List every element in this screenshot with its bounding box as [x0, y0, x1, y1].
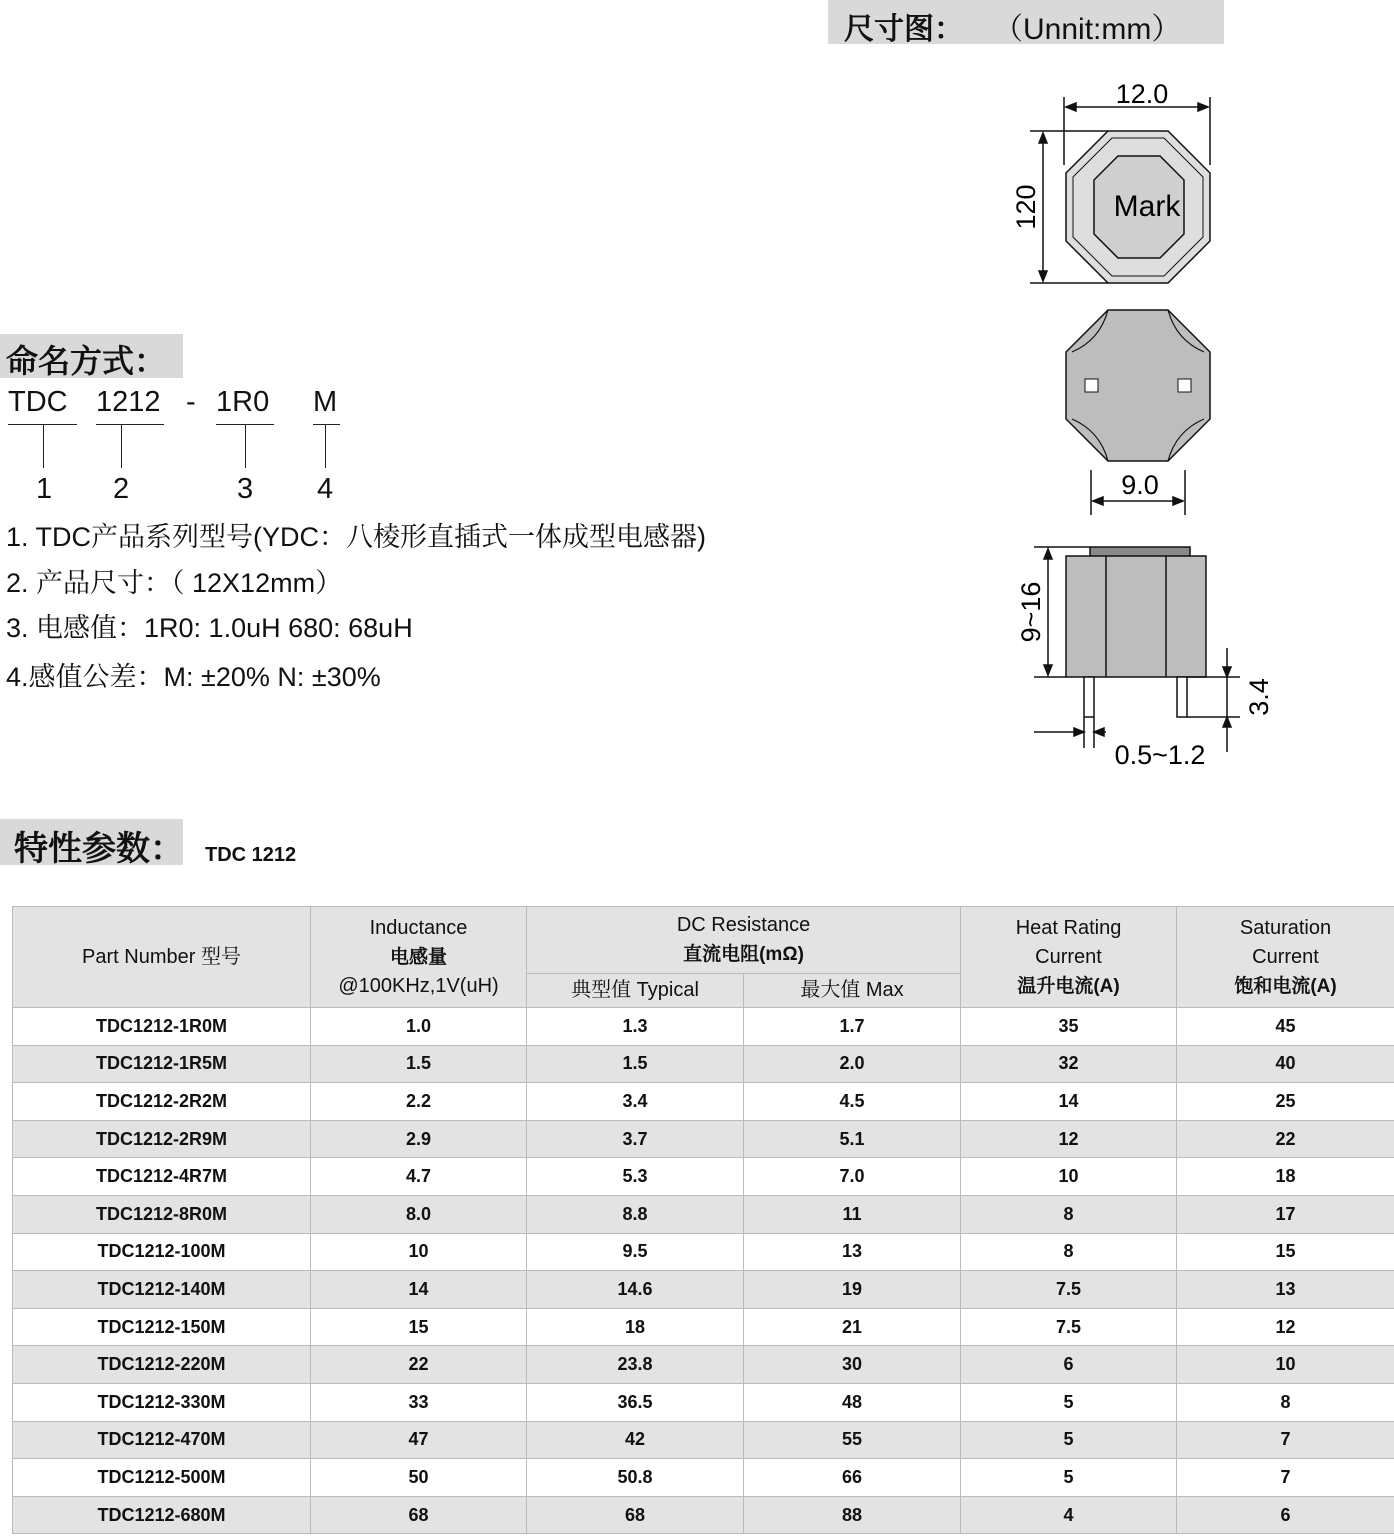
- dcr-typical-cell: 68: [527, 1496, 744, 1534]
- explanation-4: 4.感值公差：M: ±20% N: ±30%: [6, 662, 381, 692]
- dimension-header: [828, 0, 1224, 44]
- inductance-cell: 10: [311, 1233, 527, 1271]
- side-height-label: 9~16: [1016, 581, 1046, 643]
- inductance-cell: 1.0: [311, 1008, 527, 1046]
- inductance-cell: 68: [311, 1496, 527, 1534]
- code-inductance: 1R0: [216, 386, 270, 418]
- table-row: [13, 1120, 1394, 1158]
- dcr-max-cell: 13: [744, 1233, 961, 1271]
- naming-header: [0, 334, 183, 378]
- inductance-cell: 22: [311, 1346, 527, 1384]
- inductance-cell: 2.2: [311, 1083, 527, 1121]
- header-part-number: Part Number 型号: [13, 907, 311, 1008]
- code-dash: -: [186, 386, 196, 418]
- table-row: [13, 1308, 1394, 1346]
- table-row: [13, 1383, 1394, 1421]
- spec-title: 特性参数：: [14, 830, 184, 868]
- code-series: TDC: [8, 386, 68, 418]
- part-number-cell: TDC1212-2R2M: [13, 1083, 311, 1121]
- dcr-max-cell: 5.1: [744, 1120, 961, 1158]
- table-row: [13, 1158, 1394, 1196]
- saturation-current-cell: 25: [1177, 1083, 1394, 1121]
- code-tolerance: M: [313, 386, 338, 418]
- table-row: [13, 1008, 1394, 1046]
- table-row: [13, 1195, 1394, 1233]
- heat-current-cell: 7.5: [961, 1271, 1177, 1309]
- bottom-width-label: 9.0: [1121, 470, 1159, 500]
- heat-current-cell: 10: [961, 1158, 1177, 1196]
- saturation-current-cell: 45: [1177, 1008, 1394, 1046]
- index-4: 4: [317, 473, 334, 505]
- dcr-max-cell: 19: [744, 1271, 961, 1309]
- part-number-cell: TDC1212-100M: [13, 1233, 311, 1271]
- dcr-typical-cell: 1.3: [527, 1008, 744, 1046]
- dcr-typical-cell: 3.4: [527, 1083, 744, 1121]
- leader-3: [245, 424, 246, 468]
- part-number-cell: TDC1212-140M: [13, 1271, 311, 1309]
- dimension-drawing: [990, 70, 1290, 780]
- table-row: [13, 1045, 1394, 1083]
- inductance-cell: 33: [311, 1383, 527, 1421]
- dcr-max-cell: 1.7: [744, 1008, 961, 1046]
- dcr-max-cell: 55: [744, 1421, 961, 1459]
- inductance-cell: 47: [311, 1421, 527, 1459]
- index-1: 1: [36, 473, 53, 505]
- part-number-cell: TDC1212-330M: [13, 1383, 311, 1421]
- table-row: [13, 1233, 1394, 1271]
- inductance-cell: 14: [311, 1271, 527, 1309]
- heat-current-cell: 8: [961, 1233, 1177, 1271]
- inductance-cell: 4.7: [311, 1158, 527, 1196]
- mark-label: Mark: [1113, 190, 1181, 223]
- heat-current-cell: 5: [961, 1421, 1177, 1459]
- dcr-max-cell: 4.5: [744, 1083, 961, 1121]
- inductance-cell: 1.5: [311, 1045, 527, 1083]
- header-heat-rating: Heat Rating Current 温升电流(A): [961, 907, 1177, 1008]
- saturation-current-cell: 17: [1177, 1195, 1394, 1233]
- spec-table: [12, 906, 1394, 1534]
- dcr-max-cell: 21: [744, 1308, 961, 1346]
- header-dcr-max: 最大值 Max: [744, 974, 961, 1008]
- part-number-cell: TDC1212-500M: [13, 1459, 311, 1497]
- part-number-cell: TDC1212-4R7M: [13, 1158, 311, 1196]
- side-view: [1034, 547, 1240, 752]
- inductance-cell: 50: [311, 1459, 527, 1497]
- model-tag: TDC 1212: [205, 844, 297, 866]
- dimension-title: 尺寸图：: [844, 13, 964, 46]
- inductance-cell: 15: [311, 1308, 527, 1346]
- spec-header: [0, 819, 184, 868]
- heat-current-cell: 7.5: [961, 1308, 1177, 1346]
- underline-4: [313, 424, 340, 425]
- dcr-max-cell: 30: [744, 1346, 961, 1384]
- saturation-current-cell: 6: [1177, 1496, 1394, 1534]
- part-number-cell: TDC1212-1R0M: [13, 1008, 311, 1046]
- part-number-cell: TDC1212-150M: [13, 1308, 311, 1346]
- part-number-cell: TDC1212-470M: [13, 1421, 311, 1459]
- table-row: [13, 1271, 1394, 1309]
- saturation-current-cell: 22: [1177, 1120, 1394, 1158]
- heat-current-cell: 8: [961, 1195, 1177, 1233]
- pin-length-label: 3.4: [1244, 678, 1274, 716]
- dcr-typical-cell: 9.5: [527, 1233, 744, 1271]
- saturation-current-cell: 18: [1177, 1158, 1394, 1196]
- saturation-current-cell: 12: [1177, 1308, 1394, 1346]
- heat-current-cell: 5: [961, 1459, 1177, 1497]
- dcr-typical-cell: 1.5: [527, 1045, 744, 1083]
- underline-2: [96, 424, 164, 425]
- heat-current-cell: 32: [961, 1045, 1177, 1083]
- heat-current-cell: 5: [961, 1383, 1177, 1421]
- dcr-max-cell: 11: [744, 1195, 961, 1233]
- table-row: [13, 1346, 1394, 1384]
- saturation-current-cell: 40: [1177, 1045, 1394, 1083]
- saturation-current-cell: 8: [1177, 1383, 1394, 1421]
- part-number-cell: TDC1212-2R9M: [13, 1120, 311, 1158]
- leader-4: [325, 424, 326, 468]
- header-dcr-typical: 典型值 Typical: [527, 974, 744, 1008]
- table-row: [13, 1496, 1394, 1534]
- explanation-3: 3. 电感值：1R0: 1.0uH 680: 68uH: [6, 613, 413, 643]
- heat-current-cell: 6: [961, 1346, 1177, 1384]
- code-size: 1212: [96, 386, 161, 418]
- dcr-typical-cell: 18: [527, 1308, 744, 1346]
- dcr-max-cell: 88: [744, 1496, 961, 1534]
- saturation-current-cell: 13: [1177, 1271, 1394, 1309]
- saturation-current-cell: 7: [1177, 1459, 1394, 1497]
- heat-current-cell: 14: [961, 1083, 1177, 1121]
- heat-current-cell: 12: [961, 1120, 1177, 1158]
- dcr-max-cell: 7.0: [744, 1158, 961, 1196]
- header-inductance: Inductance 电感量 @100KHz,1V(uH): [311, 907, 527, 1008]
- part-number-cell: TDC1212-680M: [13, 1496, 311, 1534]
- dcr-typical-cell: 8.8: [527, 1195, 744, 1233]
- top-height-label: 120: [1011, 184, 1041, 230]
- dcr-typical-cell: 3.7: [527, 1120, 744, 1158]
- part-number-cell: TDC1212-220M: [13, 1346, 311, 1384]
- leader-1: [43, 424, 44, 468]
- inductance-cell: 8.0: [311, 1195, 527, 1233]
- dcr-max-cell: 66: [744, 1459, 961, 1497]
- naming-title: 命名方式：: [6, 343, 167, 379]
- part-number-cell: TDC1212-1R5M: [13, 1045, 311, 1083]
- dcr-typical-cell: 14.6: [527, 1271, 744, 1309]
- dcr-typical-cell: 23.8: [527, 1346, 744, 1384]
- saturation-current-cell: 10: [1177, 1346, 1394, 1384]
- inductance-cell: 2.9: [311, 1120, 527, 1158]
- table-row: [13, 1083, 1394, 1121]
- part-number-cell: TDC1212-8R0M: [13, 1195, 311, 1233]
- dcr-max-cell: 48: [744, 1383, 961, 1421]
- top-width-label: 12.0: [1115, 79, 1169, 109]
- leader-2: [121, 424, 122, 468]
- table-row: [13, 1421, 1394, 1459]
- dcr-typical-cell: 50.8: [527, 1459, 744, 1497]
- dcr-max-cell: 2.0: [744, 1045, 961, 1083]
- header-dc-resistance: DC Resistance 直流电阻(mΩ): [527, 907, 961, 974]
- saturation-current-cell: 15: [1177, 1233, 1394, 1271]
- dimension-unit: （Unnit:mm）: [993, 13, 1182, 46]
- dcr-typical-cell: 5.3: [527, 1158, 744, 1196]
- index-2: 2: [113, 473, 130, 505]
- heat-current-cell: 35: [961, 1008, 1177, 1046]
- index-3: 3: [237, 473, 254, 505]
- dcr-typical-cell: 36.5: [527, 1383, 744, 1421]
- explanation-1: 1. TDC产品系列型号(YDC：八棱形直插式一体成型电感器): [6, 522, 707, 552]
- header-saturation: Saturation Current 饱和电流(A): [1177, 907, 1394, 1008]
- saturation-current-cell: 7: [1177, 1421, 1394, 1459]
- heat-current-cell: 4: [961, 1496, 1177, 1534]
- explanation-2: 2. 产品尺寸：（ 12X12mm）: [6, 568, 343, 598]
- dcr-typical-cell: 42: [527, 1421, 744, 1459]
- pin-diameter-label: 0.5~1.2: [1114, 740, 1206, 770]
- table-row: [13, 1459, 1394, 1497]
